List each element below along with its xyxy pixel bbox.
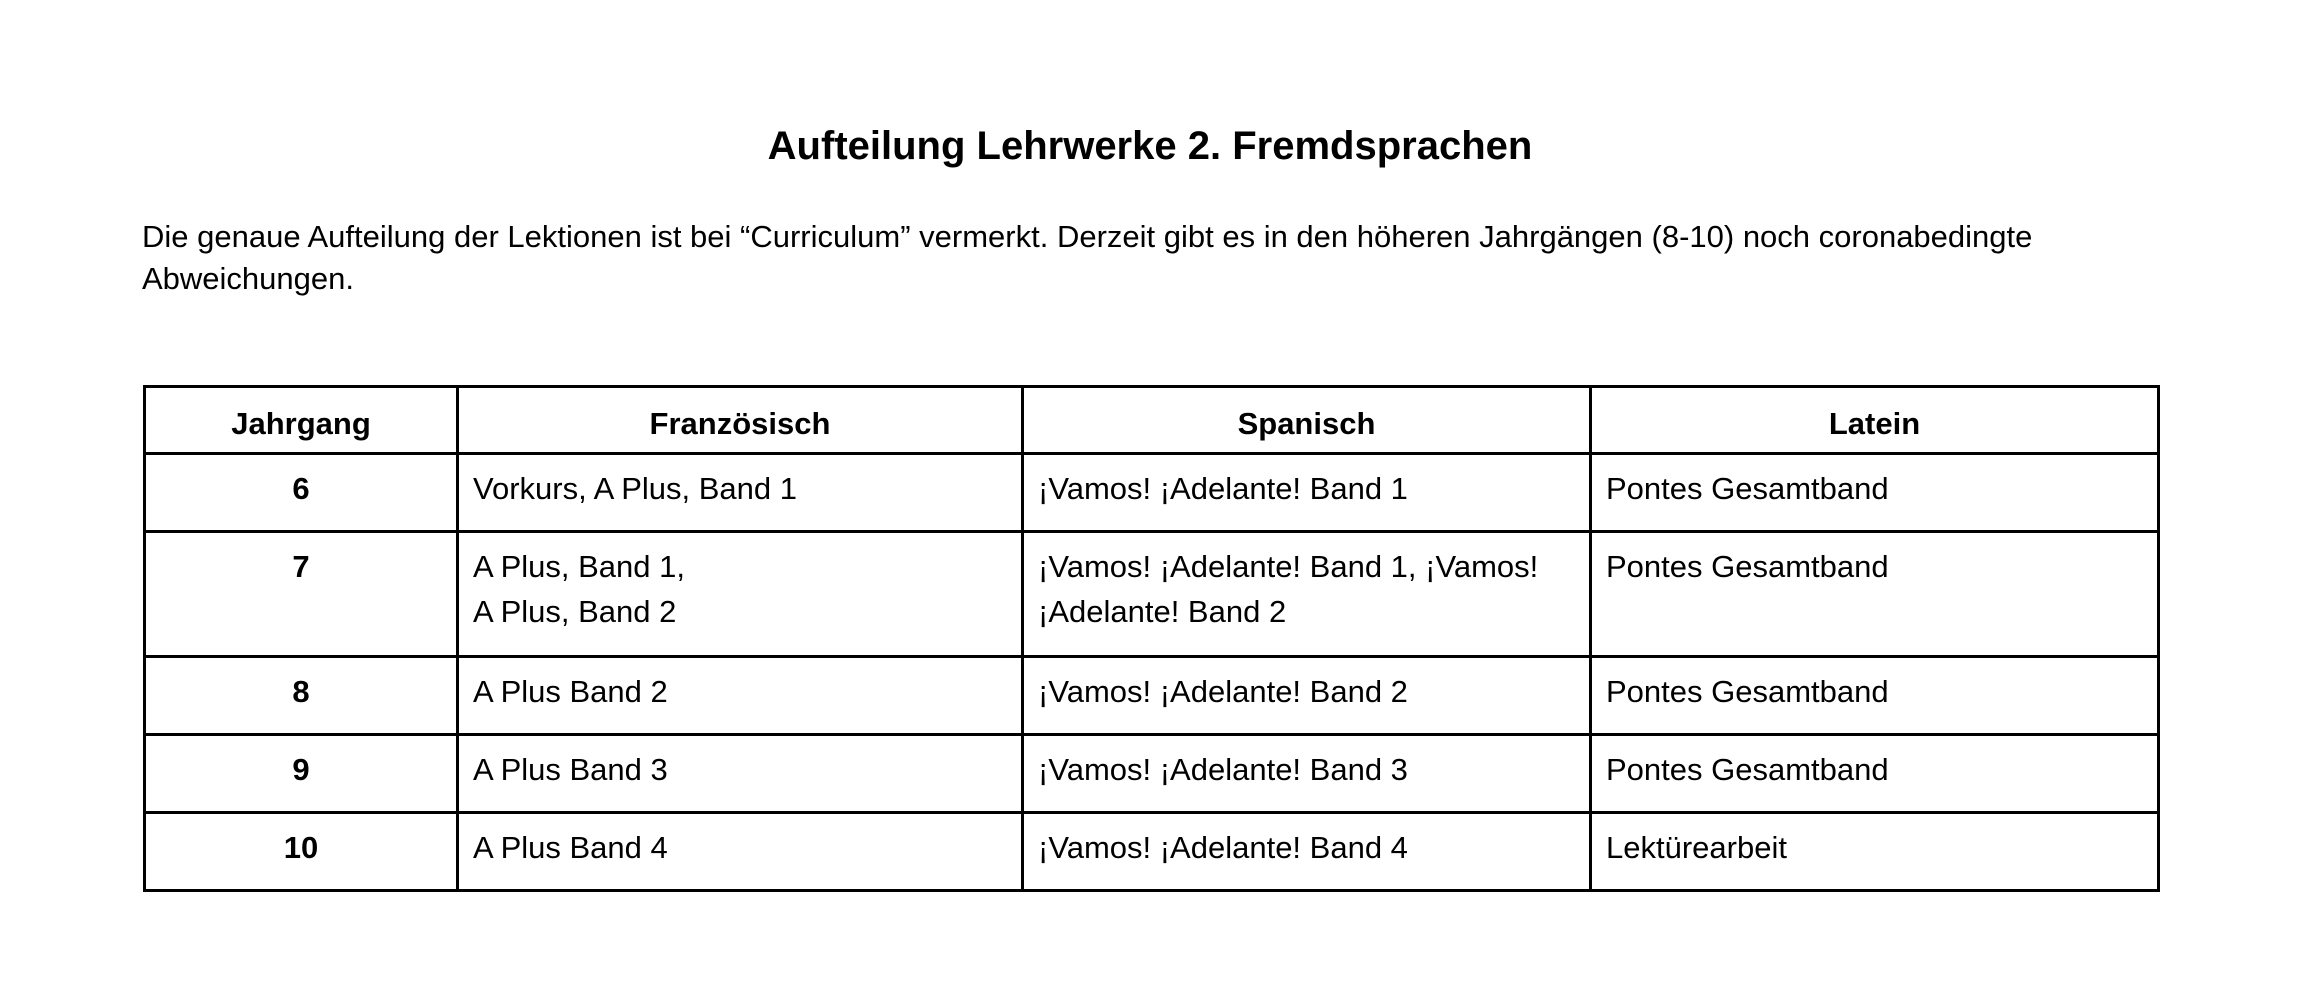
year-cell: 10 bbox=[145, 813, 458, 891]
table-row bbox=[145, 735, 2159, 813]
document-title: Aufteilung Lehrwerke 2. Fremdsprachen bbox=[767, 124, 1533, 168]
french-cell: A Plus Band 3 bbox=[458, 735, 1023, 813]
latin-cell: Pontes Gesamtband bbox=[1591, 735, 2159, 813]
latin-cell: Pontes Gesamtband bbox=[1591, 657, 2159, 735]
latin-cell: Pontes Gesamtband bbox=[1591, 532, 2159, 657]
latin-cell: Pontes Gesamtband bbox=[1591, 454, 2159, 532]
header-spanisch: Spanisch bbox=[1023, 387, 1591, 454]
intro-paragraph: Die genaue Aufteilung der Lektionen ist bei “Curriculum” vermerkt. Derzeit gibt es in den höheren Jahrgängen (8-10) noch coronabedingte Abweichungen. bbox=[142, 219, 2033, 296]
latin-cell: Lektürearbeit bbox=[1591, 813, 2159, 891]
french-cell: Vorkurs, A Plus, Band 1 bbox=[458, 454, 1023, 532]
french-line: A Plus, Band 1, bbox=[473, 549, 685, 584]
spanish-cell: ¡Vamos! ¡Adelante! Band 3 bbox=[1023, 735, 1591, 813]
table-row bbox=[145, 657, 2159, 735]
table-row bbox=[145, 813, 2159, 891]
table-row bbox=[145, 454, 2159, 532]
spanish-cell: ¡Vamos! ¡Adelante! Band 1 bbox=[1023, 454, 1591, 532]
spanish-cell: ¡Vamos! ¡Adelante! Band 1, ¡Vamos! ¡Adelante! Band 2 bbox=[1023, 532, 1591, 657]
header-jahrgang: Jahrgang bbox=[145, 387, 458, 454]
spanish-cell: ¡Vamos! ¡Adelante! Band 4 bbox=[1023, 813, 1591, 891]
year-cell: 7 bbox=[145, 532, 458, 657]
table-row bbox=[145, 532, 2159, 657]
textbook-table bbox=[143, 385, 2160, 892]
spanish-cell: ¡Vamos! ¡Adelante! Band 2 bbox=[1023, 657, 1591, 735]
year-cell: 9 bbox=[145, 735, 458, 813]
french-cell: A Plus Band 2 bbox=[458, 657, 1023, 735]
french-line: A Plus, Band 2 bbox=[473, 594, 677, 629]
year-cell: 8 bbox=[145, 657, 458, 735]
table-header-row bbox=[145, 387, 2159, 454]
french-cell bbox=[458, 532, 1023, 657]
french-cell: A Plus Band 4 bbox=[458, 813, 1023, 891]
header-latein: Latein bbox=[1591, 387, 2159, 454]
header-franzoesisch: Französisch bbox=[458, 387, 1023, 454]
year-cell: 6 bbox=[145, 454, 458, 532]
